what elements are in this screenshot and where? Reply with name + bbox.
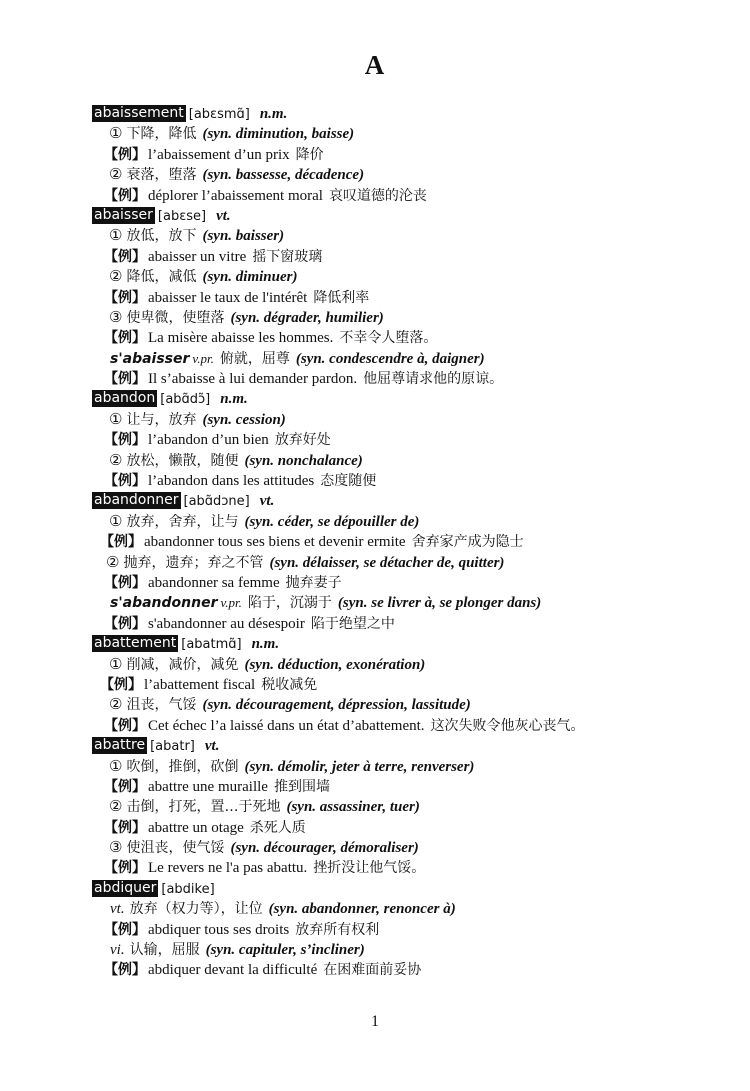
section-letter: A [364, 50, 386, 80]
sense-line [0, 655, 750, 675]
sense-line [0, 451, 750, 471]
part-of-speech: vt. [110, 901, 125, 918]
sense-number: ① [109, 411, 123, 428]
sense-line [0, 797, 750, 817]
sense-number: ① [109, 228, 123, 245]
synonyms: (syn. condescendre à, daigner) [295, 350, 485, 367]
example-zh: 不幸令人堕落。 [339, 330, 438, 347]
entry-headline [0, 389, 750, 409]
part-of-speech: n.m. [251, 636, 280, 653]
example-zh: 哀叹道德的沦丧 [328, 187, 427, 204]
sense-line [0, 757, 750, 777]
example-line [0, 247, 750, 267]
example-tag: 【例】 [104, 860, 146, 877]
example-line [0, 471, 750, 491]
example-tag: 【例】 [104, 146, 146, 163]
sense-number: ③ [109, 840, 123, 857]
subentry-word: s'abaisser [110, 350, 190, 367]
example-fr: l’abaissement d’un prix [148, 146, 290, 163]
example-line [0, 858, 750, 878]
definition-zh: 陷于，沉溺于 [247, 595, 332, 612]
pronunciation: [abɑ̃dɔne] [183, 494, 250, 510]
example-zh: 抛弃妻子 [285, 574, 342, 591]
definition-zh: 放弃（权力等），让位 [129, 901, 263, 918]
example-tag: 【例】 [104, 615, 146, 632]
entry-headline [0, 736, 750, 756]
example-zh: 降价 [295, 146, 324, 163]
definition-zh: 放松，懒散，随便 [126, 452, 239, 469]
headword: abandon [94, 390, 156, 407]
example-line [0, 777, 750, 797]
example-fr: abattre un otage [148, 819, 244, 836]
sense-line [0, 226, 750, 246]
example-line [0, 369, 750, 389]
definition-zh: 抛弃，遗弃；弃之不管 [123, 554, 264, 571]
example-fr: l’abandon dans les attitudes [148, 473, 315, 490]
sense-line [0, 838, 750, 858]
synonyms: (syn. diminution, baisse) [202, 126, 355, 143]
definition-zh: 吹倒，推倒，砍倒 [126, 758, 239, 775]
synonyms: (syn. abandonner, renoncer à) [268, 901, 456, 918]
example-tag: 【例】 [104, 432, 146, 449]
example-tag: 【例】 [104, 248, 146, 265]
example-zh: 挫折没让他气馁。 [313, 860, 426, 877]
definition-zh: 削减，减价，减免 [126, 656, 239, 673]
sense-line [0, 349, 750, 369]
sense-number: ② [109, 697, 123, 714]
example-zh: 他屈尊请求他的原谅。 [363, 371, 504, 388]
example-line [0, 532, 750, 552]
example-zh: 摇下窗玻璃 [252, 248, 323, 265]
definition-zh: 使卑微，使堕落 [126, 309, 225, 326]
sense-number: ① [109, 126, 123, 143]
example-line [0, 920, 750, 940]
example-zh: 放弃好处 [274, 432, 331, 449]
part-of-speech: v.pr. [192, 350, 214, 366]
headword: abattement [94, 635, 177, 652]
example-fr: Cet échec l’a laissé dans un état d’abattement. [148, 717, 425, 734]
part-of-speech: v.pr. [220, 595, 242, 611]
example-line [0, 145, 750, 165]
example-line [0, 675, 750, 695]
synonyms: (syn. baisser) [202, 228, 285, 245]
example-zh: 税收减免 [261, 676, 318, 693]
synonyms: (syn. capituler, s’incliner) [205, 942, 365, 959]
sense-number: ② [109, 452, 123, 469]
example-zh: 杀死人质 [249, 819, 306, 836]
synonyms: (syn. diminuer) [202, 269, 298, 286]
definition-zh: 沮丧，气馁 [126, 697, 197, 714]
example-line [0, 960, 750, 980]
definition-zh: 使沮丧，使气馁 [126, 840, 225, 857]
example-fr: abaisser le taux de l'intérêt [148, 289, 308, 306]
example-line [0, 818, 750, 838]
synonyms: (syn. délaisser, se détacher de, quitter) [269, 554, 505, 571]
example-fr: abaisser un vitre [148, 248, 247, 265]
pronunciation: [abatmɑ̃] [181, 637, 242, 653]
example-line [0, 716, 750, 736]
subentry-word: s'abandonner [110, 595, 218, 612]
example-fr: abandonner sa femme [148, 574, 280, 591]
entry-headline [0, 879, 750, 899]
example-zh: 降低利率 [313, 289, 370, 306]
entry-headline [0, 104, 750, 124]
example-tag: 【例】 [104, 330, 146, 347]
sense-line [0, 593, 750, 613]
example-fr: l’abattement fiscal [144, 676, 256, 693]
entries-list [0, 104, 750, 981]
sense-number: ② [106, 554, 120, 571]
example-tag: 【例】 [104, 778, 146, 795]
part-of-speech: vt. [204, 738, 220, 755]
example-tag: 【例】 [104, 717, 146, 734]
definition-zh: 放弃，舍弃，让与 [126, 513, 239, 530]
synonyms: (syn. bassesse, décadence) [202, 167, 365, 184]
definition-zh: 击倒，打死，置…于死地 [126, 799, 281, 816]
synonyms: (syn. découragement, dépression, lassitude) [202, 697, 471, 714]
synonyms: (syn. cession) [202, 411, 286, 428]
pronunciation: [abɛse] [157, 208, 207, 224]
example-zh: 陷于绝望之中 [310, 615, 395, 632]
example-line [0, 614, 750, 634]
sense-number: ① [109, 758, 123, 775]
synonyms: (syn. déduction, exonération) [244, 656, 426, 673]
synonyms: (syn. démolir, jeter à terre, renverser) [244, 758, 475, 775]
pronunciation: [abatr] [150, 739, 195, 755]
example-fr: abattre une muraille [148, 778, 268, 795]
example-fr: Il s’abaisse à lui demander pardon. [148, 371, 358, 388]
example-tag: 【例】 [104, 962, 146, 979]
synonyms: (syn. céder, se dépouiller de) [244, 513, 420, 530]
example-zh: 推到围墙 [273, 778, 330, 795]
sense-line [0, 899, 750, 919]
pronunciation: [abɛsmɑ̃] [188, 107, 250, 122]
example-zh: 态度随便 [320, 473, 377, 490]
pronunciation: [abɑ̃dɔ̃] [160, 392, 211, 408]
example-zh: 在困难面前妥协 [323, 962, 422, 979]
sense-number: ② [109, 799, 123, 816]
part-of-speech: vt. [259, 493, 275, 510]
sense-number: ② [109, 269, 123, 286]
sense-line [0, 512, 750, 532]
sense-line [0, 940, 750, 960]
definition-zh: 衰落，堕落 [126, 167, 197, 184]
example-fr: s'abandonner au désespoir [148, 615, 305, 632]
example-line [0, 288, 750, 308]
headword: abattre [94, 737, 146, 754]
definition-zh: 下降，降低 [126, 126, 197, 143]
example-tag: 【例】 [104, 574, 146, 591]
part-of-speech: vi. [110, 942, 125, 959]
example-fr: Le revers ne l'a pas abattu. [148, 860, 308, 877]
example-fr: abdiquer tous ses droits [148, 921, 290, 938]
sense-line [0, 165, 750, 185]
synonyms: (syn. décourager, démoraliser) [230, 840, 419, 857]
example-tag: 【例】 [104, 371, 146, 388]
example-fr: déplorer l’abaissement moral [148, 187, 323, 204]
definition-zh: 认输，屈服 [129, 942, 200, 959]
sense-number: ② [109, 167, 123, 184]
entry-headline [0, 491, 750, 511]
synonyms: (syn. assassiner, tuer) [286, 799, 420, 816]
sense-line [0, 124, 750, 144]
sense-number: ① [109, 513, 123, 530]
example-tag: 【例】 [104, 921, 146, 938]
example-tag: 【例】 [104, 819, 146, 836]
headword: abaissement [94, 105, 184, 121]
sense-line [0, 553, 750, 573]
synonyms: (syn. nonchalance) [244, 452, 363, 469]
example-fr: La misère abaisse les hommes. [148, 330, 334, 347]
definition-zh: 降低，减低 [126, 269, 197, 286]
definition-zh: 让与，放弃 [126, 411, 197, 428]
sense-number: ① [109, 656, 123, 673]
part-of-speech: n.m. [259, 106, 288, 122]
sense-line [0, 695, 750, 715]
example-fr: l’abandon d’un bien [148, 432, 269, 449]
example-tag: 【例】 [100, 534, 142, 551]
sense-number: ③ [109, 309, 123, 326]
headword: abandonner [94, 492, 179, 509]
definition-zh: 俯就，屈尊 [219, 350, 290, 367]
example-line [0, 186, 750, 206]
sense-line [0, 267, 750, 287]
example-line [0, 328, 750, 348]
synonyms: (syn. dégrader, humilier) [230, 309, 384, 326]
page-number: 1 [371, 1013, 379, 1030]
example-zh: 舍弃家产成为隐士 [411, 534, 524, 551]
sense-line [0, 410, 750, 430]
example-zh: 这次失败令他灰心丧气。 [430, 717, 585, 734]
example-tag: 【例】 [104, 289, 146, 306]
example-tag: 【例】 [104, 187, 146, 204]
headword: abaisser [94, 206, 153, 223]
definition-zh: 放低，放下 [126, 228, 197, 245]
part-of-speech: n.m. [220, 391, 248, 408]
example-fr: abdiquer devant la difficulté [148, 962, 318, 979]
example-line [0, 573, 750, 593]
example-fr: abandonner tous ses biens et devenir ermite [144, 534, 406, 551]
headword: abdiquer [94, 879, 157, 896]
example-line [0, 430, 750, 450]
pronunciation: [abdike] [161, 881, 215, 897]
entry-headline [0, 206, 750, 226]
example-zh: 放弃所有权利 [295, 921, 380, 938]
synonyms: (syn. se livrer à, se plonger dans) [337, 595, 542, 612]
sense-line [0, 308, 750, 328]
example-tag: 【例】 [100, 676, 142, 693]
part-of-speech: vt. [216, 207, 231, 224]
entry-headline [0, 634, 750, 654]
example-tag: 【例】 [104, 473, 146, 490]
